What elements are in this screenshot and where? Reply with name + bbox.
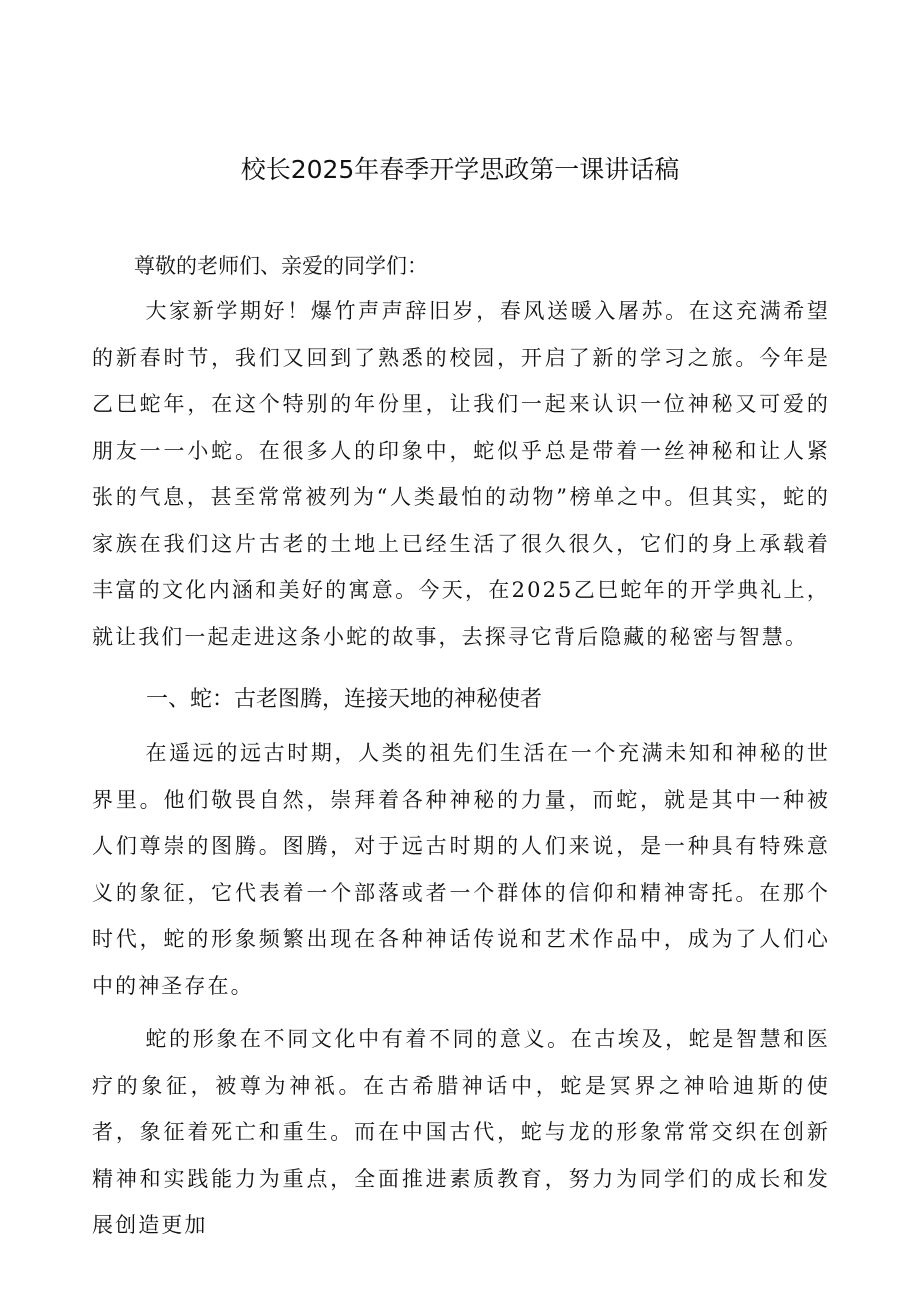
paragraph-totem: 在遥远的远古时期，人类的祖先们生活在一个充满未知和神秘的世界里。他们敬畏自然，崇拜着各种神秘的力量，而蛇，就是其中一种被人们尊崇的图腾。图腾，对于远古时期的人们来说，是一种具有特殊意义的象征，它代表着一个部落或者一个群体的信仰和精神寄托。在那个时代，蛇的形象频繁出现在各种神话传说和艺术作品中，成为了人们心中的神圣存在。	[92, 741, 830, 998]
section-heading: 一、蛇：古老图腾，连接天地的神秘使者	[146, 687, 543, 712]
salutation: 尊敬的老师们、亲爱的同学们：	[134, 254, 428, 278]
document-title: 校长2025年春季开学思政第一课讲话稿	[240, 155, 680, 184]
paragraph-intro: 大家新学期好！爆竹声声辞旧岁，春风送暖入屠苏。在这充满希望的新春时节，我们又回到了熟悉的校园，开启了新的学习之旅。今年是乙巳蛇年，在这个特别的年份里，让我们一起来认识一位神秘又可爱的朋友一一小蛇。在很多人的印象中，蛇似乎总是带着一丝神秘和让人紧张的气息，甚至常常被列为“人类最怕的动物”榜单之中。但其实，蛇的家族在我们这片古老的土地上已经生活了很久很久，它们的身上承载着丰富的文化内涵和美好的寓意。今天，在2025乙巳蛇年的开学典礼上，就让我们一起走进这条小蛇的故事，去探寻它背后隐藏的秘密与智慧。	[92, 299, 830, 649]
paragraph-culture: 蛇的形象在不同文化中有着不同的意义。在古埃及，蛇是智慧和医疗的象征，被尊为神祇。在古希腊神话中，蛇是冥界之神哈迪斯的使者，象征着死亡和重生。而在中国古代，蛇与龙的形象常常交织在创新精神和实践能力为重点，全面推进素质教育，努力为同学们的成长和发展创造更加	[92, 1027, 830, 1237]
